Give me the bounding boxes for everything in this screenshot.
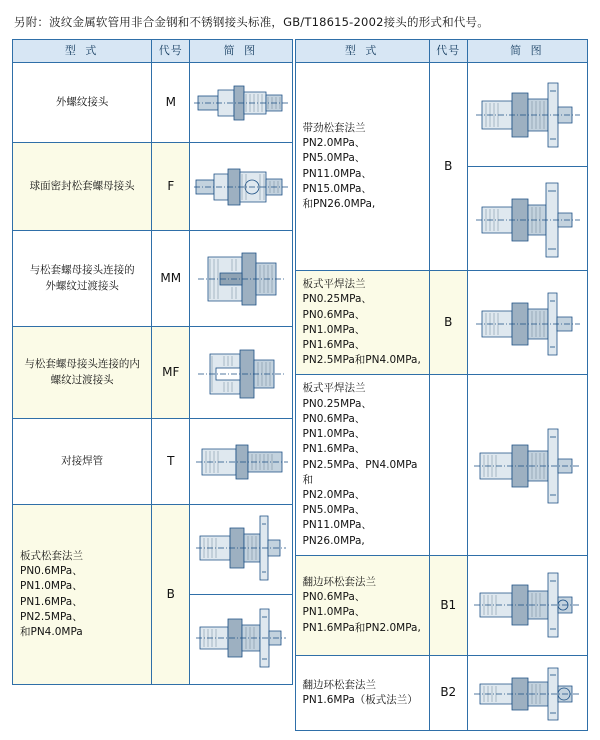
threaded-male-fitting-icon — [192, 74, 290, 132]
row-type-cell — [13, 419, 152, 505]
row-type-cell — [13, 505, 152, 685]
row-code-cell: B1 — [429, 555, 467, 655]
type-line: 与松套螺母接头连接的 — [29, 264, 135, 277]
type-line: 螺纹过渡接头 — [50, 373, 114, 386]
lap-joint-flange-icon — [470, 559, 584, 651]
type-line: 外螺纹过渡接头 — [45, 279, 119, 292]
table-row — [295, 655, 587, 730]
right-table-body — [295, 63, 587, 731]
table-row — [13, 231, 293, 327]
row-type-cell — [295, 375, 429, 555]
type-line: PN1.6MPa、PN2.5MPa、 — [20, 595, 83, 623]
type-line: 外螺纹接头 — [55, 95, 109, 108]
row-figure-cell — [467, 375, 587, 555]
plate-flat-weld-flange-2-icon — [470, 409, 584, 521]
type-line: PN0.25MPa、PN0.6MPa、 — [302, 293, 372, 321]
table-row — [13, 63, 293, 143]
type-line: PN11.0MPa、PN26.0MPa, — [302, 519, 372, 547]
type-line: PN1.6MPa（板式法兰） — [302, 693, 418, 706]
right-header-figure: 简 图 — [467, 40, 587, 63]
table-row — [295, 271, 587, 375]
right-header-code: 代号 — [429, 40, 467, 63]
row-figure-cell — [467, 167, 587, 271]
type-line: PN1.6MPa和PN2.0MPa, — [302, 621, 421, 634]
row-type-cell — [13, 63, 152, 143]
plate-loose-flange-icon-bottom — [192, 595, 290, 683]
type-line: PN1.0MPa、PN1.6MPa、 — [302, 323, 366, 351]
table-row — [13, 419, 293, 505]
left-header-type: 型 式 — [13, 40, 152, 63]
type-line: 与松套螺母接头连接的内 — [24, 358, 140, 371]
plate-loose-flange-icon-top — [192, 506, 290, 594]
row-figure-cell — [467, 271, 587, 375]
type-line: 和PN26.0MPa, — [302, 198, 376, 211]
left-header-figure: 简 图 — [190, 40, 292, 63]
row-type-cell — [295, 655, 429, 730]
page-title: 另附：波纹金属软管用非合金钢和不锈钢接头标准，GB/T18615-2002接头的形式和代号。 — [14, 15, 489, 29]
female-thread-adapter-icon — [192, 338, 290, 408]
left-standards-table — [12, 39, 293, 685]
row-type-cell — [13, 143, 152, 231]
type-line: 和PN4.0MPa — [20, 626, 83, 639]
table-row — [13, 327, 293, 419]
right-table-header — [295, 40, 587, 63]
left-table-body — [13, 63, 293, 685]
row-type-cell — [295, 271, 429, 375]
table-row — [295, 63, 587, 167]
butt-weld-pipe-icon — [192, 431, 290, 493]
row-type-cell — [13, 327, 152, 419]
row-figure-cell — [190, 143, 292, 231]
type-line: PN11.0MPa、PN15.0MPa、 — [302, 167, 372, 195]
row-figure-cell — [467, 655, 587, 730]
plate-flat-weld-flange-icon — [470, 275, 584, 371]
row-type-cell — [13, 231, 152, 327]
type-line: 翻边环松套法兰 — [302, 575, 377, 588]
type-line: 对接焊管 — [61, 454, 104, 467]
type-line: PN0.25MPa、PN0.6MPa、 — [302, 397, 372, 425]
row-code-cell: B — [429, 271, 467, 375]
right-header-type: 型 式 — [295, 40, 429, 63]
type-line: 球面密封松套螺母接头 — [29, 179, 135, 192]
row-figure-cell — [467, 555, 587, 655]
row-figure-cell — [190, 231, 292, 327]
type-line: 板式平焊法兰 — [302, 382, 366, 395]
type-line: PN2.0MPa、PN5.0MPa、 — [302, 488, 366, 517]
row-figure-cell — [190, 327, 292, 419]
ribbed-loose-flange-top-icon — [470, 67, 584, 163]
row-code-cell: MM — [152, 231, 190, 327]
row-code-cell: M — [152, 63, 190, 143]
row-figure-cell — [190, 505, 292, 685]
row-figure-cell — [190, 419, 292, 505]
standards-tables — [12, 39, 588, 731]
table-row — [13, 505, 293, 685]
type-line: PN0.6MPa、PN1.0MPa、 — [302, 591, 366, 619]
male-thread-adapter-icon — [192, 243, 290, 315]
type-line: PN2.0MPa、PN5.0MPa、 — [302, 137, 366, 165]
type-line: 带劲松套法兰 — [302, 121, 366, 134]
row-code-cell — [429, 375, 467, 555]
row-code-cell: T — [152, 419, 190, 505]
ribbed-loose-flange-bottom-icon — [470, 171, 584, 267]
row-figure-cell — [467, 63, 587, 167]
right-standards-table — [295, 39, 588, 731]
spherical-seal-union-fitting-icon — [192, 156, 290, 218]
type-line: 板式平焊法兰 — [302, 278, 366, 291]
row-code-cell: B — [152, 505, 190, 685]
type-line: PN0.6MPa、PN1.0MPa、 — [20, 565, 83, 593]
row-code-cell: F — [152, 143, 190, 231]
table-row — [295, 375, 587, 555]
table-row — [295, 555, 587, 655]
row-code-cell: B — [429, 63, 467, 271]
row-type-cell — [295, 63, 429, 271]
type-line: 翻边环松套法兰 — [302, 678, 377, 691]
row-code-cell: B2 — [429, 655, 467, 730]
row-type-cell — [295, 555, 429, 655]
row-figure-cell — [190, 63, 292, 143]
left-header-code: 代号 — [152, 40, 190, 63]
type-line: PN2.5MPa和PN4.0MPa, — [302, 354, 421, 367]
table-row — [13, 143, 293, 231]
type-line: PN2.5MPa、PN4.0MPa 和 — [302, 458, 418, 486]
lap-joint-flange-plate-icon — [470, 658, 584, 728]
type-line: PN1.0MPa、PN1.6MPa、 — [302, 428, 366, 456]
left-table-header — [13, 40, 293, 63]
row-code-cell: MF — [152, 327, 190, 419]
type-line: 板式松套法兰 — [20, 549, 83, 562]
